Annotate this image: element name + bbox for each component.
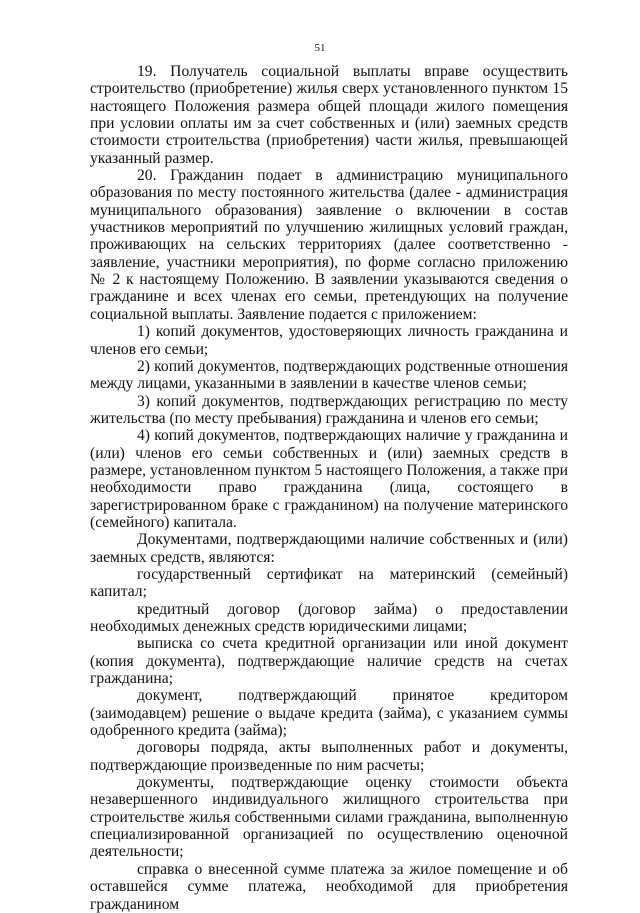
doc-item-creditor-decision: документ, подтверждающий принятое кредитором (заимодавцем) решение о выдаче кредита (займа), с указанием суммы одобренного кредита (займа); — [90, 687, 568, 740]
doc-item-payment-certificate: справка о внесенной сумме платежа за жилое помещение и об оставшейся сумме платежа, необходимой для приобретения гражданином — [90, 860, 568, 913]
paragraph-20: 20. Гражданин подает в администрацию муниципального образования по месту постоянного жительства (далее - администрация муниципального образования) заявление о включении в состав участников мероприятий по улучшению жилищных условий граждан, проживающих на сельских территориях (далее соответственно - заявление, участники мероприятия), по форме согласно приложению № 2 к настоящему Положению. В заявлении указываются сведения о гражданине и всех членах его семьи, претендующих на получение социальной выплаты. Заявление подается с приложением: — [90, 167, 568, 323]
list-item-2: 2) копий документов, подтверждающих родственные отношения между лицами, указанными в заявлении в качестве членов семьи; — [90, 357, 568, 393]
list-item-1: 1) копий документов, удостоверяющих личность гражданина и членов его семьи; — [90, 323, 568, 358]
paragraph-19: 19. Получатель социальной выплаты вправе осуществить строительство (приобретение) жилья сверх установленного пунктом 15 настоящего Положения размера общей площади жилого помещения при условии оплаты им за счет собственных и (или) заемных средств стоимости строительства (приобретения) части жилья, превышающей указанный размер. — [90, 63, 568, 167]
doc-item-certificate: государственный сертификат на материнский (семейный) капитал; — [90, 565, 568, 601]
doc-item-account-statement: выписка со счета кредитной организации или иной документ (копия документа), подтверждающие наличие средств на счетах гражданина; — [90, 635, 568, 688]
documents-intro: Документами, подтверждающими наличие собственных и (или) заемных средств, являются: — [90, 531, 568, 566]
page-number: 51 — [314, 42, 326, 54]
doc-item-valuation: документы, подтверждающие оценку стоимости объекта незавершенного индивидуального жилищного строительства при строительстве жилья собственными силами гражданина, выполненную специализированной организацией по осуществлению оценочной деятельности; — [90, 774, 568, 861]
doc-item-contracts: договоры подряда, акты выполненных работ и документы, подтверждающие произведенные по ним расчеты; — [90, 739, 568, 774]
list-item-4: 4) копий документов, подтверждающих наличие у гражданина и (или) членов его семьи собственных и (или) заемных средств в размере, установленном пунктом 5 настоящего Положения, а также при необходимости право гражданина (лица, состоящего в зарегистрированном браке с гражданином) на получение материнского (семейного) капитала. — [90, 427, 568, 531]
doc-item-loan-agreement: кредитный договор (договор займа) о предоставлении необходимых денежных средств юридическими лицами; — [90, 600, 568, 635]
document-body — [90, 63, 568, 913]
list-item-3: 3) копий документов, подтверждающих регистрацию по месту жительства (по месту пребывания) гражданина и членов его семьи; — [90, 392, 568, 427]
